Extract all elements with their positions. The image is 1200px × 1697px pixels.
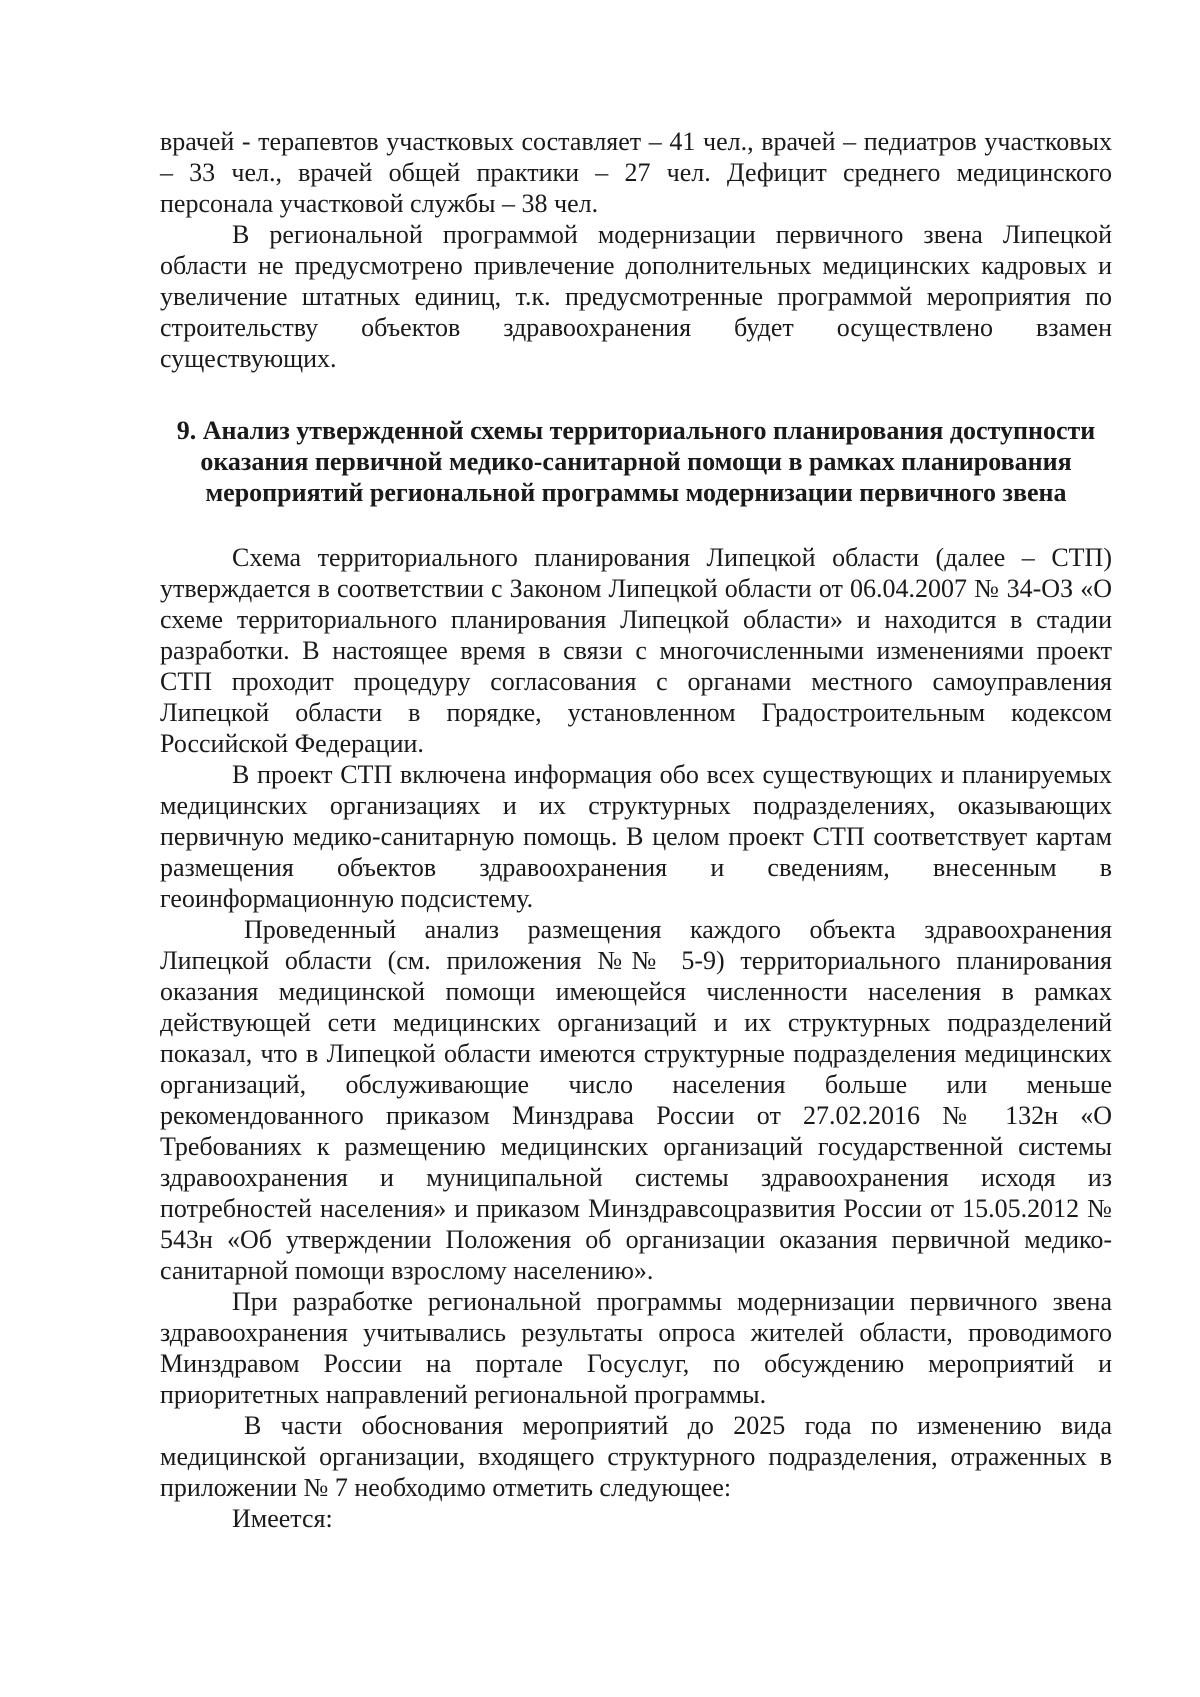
section-heading: 9. Анализ утвержденной схемы территориального планирования доступности оказания первичной медико-санитарной помощи в рамках планирования мероприятий региональной программы модернизации первичного звена [176,416,1096,507]
paragraph-analysis-results: Проведенный анализ размещения каждого объекта здравоохранения Липецкой области (см. приложения №№ 5-9) территориального планирования оказания медицинской помощи имеющейся численности населения в рамках действующей сети медицинских организаций и их структурных подразделений показал, что в Липецкой области имеются структурные подразделения медицинских организаций, обслуживающие число населения больше или меньше рекомендованного приказом Минздрава России от 27.02.2016 № 132н «О Требованиях к размещению медицинских организаций государственной системы здравоохранения и муниципальной системы здравоохранения исходя из потребностей населения» и приказом Минздравсоцразвития России от 15.05.2012 № 543н «Об утверждении Положения об организации оказания первичной медико-санитарной помощи взрослому населению». [160,915,1112,1285]
paragraph-measures-2025: В части обоснования мероприятий до 2025 года по изменению вида медицинской организации, входящего структурного подразделения, отраженных в приложении № 7 необходимо отметить следующее: [160,1411,1112,1502]
paragraph-no-additional-staff: В региональной программой модернизации первичного звена Липецкой области не предусмотрено привлечение дополнительных медицинских кадровых и увеличение штатных единиц, т.к. предусмотренные программой мероприятия по строительству объектов здравоохранения будет осуществлено взамен существующих. [160,220,1112,373]
paragraph-stp-scheme: Схема территориального планирования Липецкой области (далее – СТП) утверждается в соответствии с Законом Липецкой области от 06.04.2007 № 34-ОЗ «О схеме территориального планирования Липецкой области» и находится в стадии разработки. В настоящее время в связи с многочисленными изменениями проект СТП проходит процедуру согласования с органами местного самоуправления Липецкой области в порядке, установленном Градостроительным кодексом Российской Федерации. [160,543,1112,758]
paragraph-available: Имеется: [232,1504,333,1533]
paragraph-staff-deficit: врачей - терапевтов участковых составляет – 41 чел., врачей – педиатров участковых – 33 чел., врачей общей практики – 27 чел. Дефицит среднего медицинского персонала участковой службы – 38 чел. [160,127,1112,218]
paragraph-survey-results: При разработке региональной программы модернизации первичного звена здравоохранения учитывались результаты опроса жителей области, проводимого Минздравом России на портале Госуслуг, по обсуждению мероприятий и приоритетных направлений региональной программы. [160,1287,1112,1409]
document-body [160,126,1112,1534]
paragraph-stp-project-info: В проект СТП включена информация обо всех существующих и планируемых медицинских организациях и их структурных подразделениях, оказывающих первичную медико-санитарную помощь. В целом проект СТП соответствует картам размещения объектов здравоохранения и сведениям, внесенным в геоинформационную подсистему. [160,760,1112,913]
